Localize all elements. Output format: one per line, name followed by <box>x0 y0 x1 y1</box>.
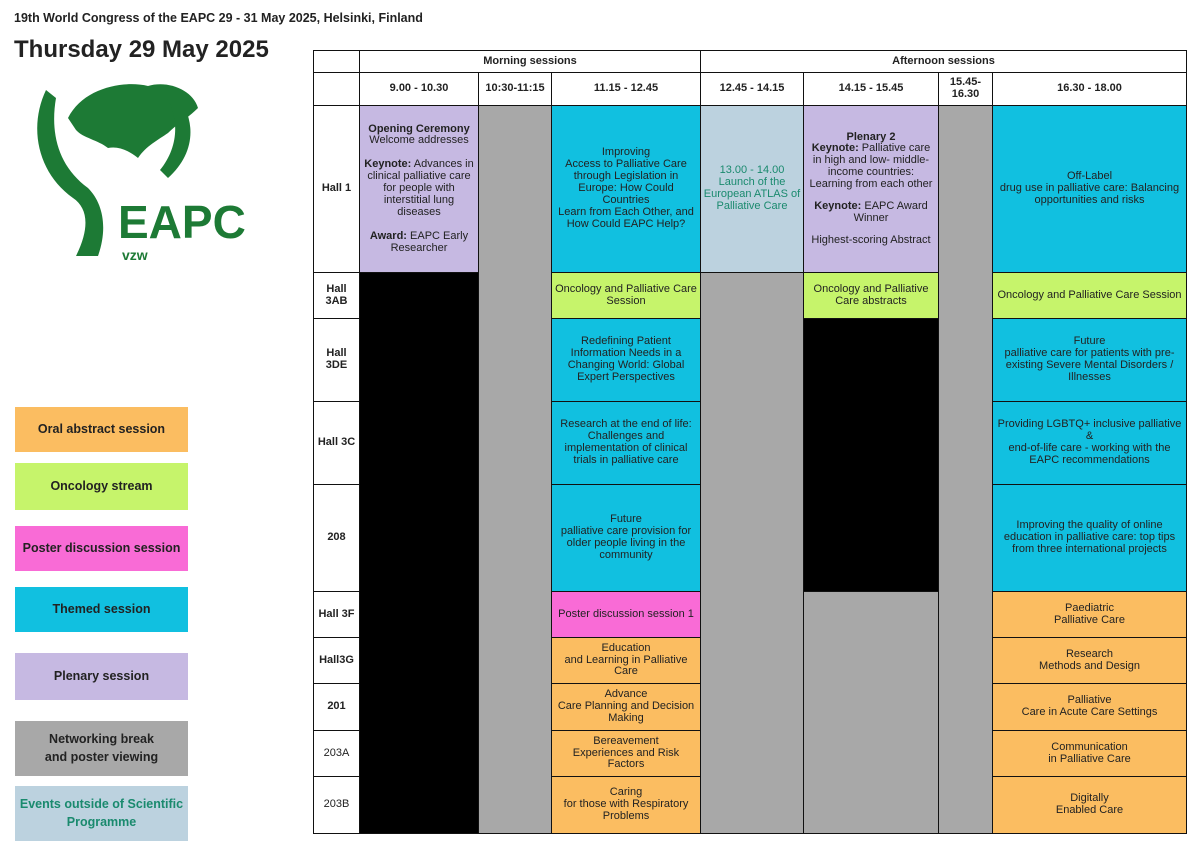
keynote-label: Keynote: <box>364 158 412 171</box>
congress-header: 19th World Congress of the EAPC 29 - 31 May 2025, Helsinki, Finland <box>14 11 423 25</box>
hall-label: 203B <box>314 777 360 834</box>
keynote-label: Keynote: <box>811 142 859 155</box>
session-cell[interactable]: Oncology and Palliative Care Session <box>552 273 701 319</box>
keynote-text: Palliative care in high and low- middle-income countries: Learning from each other <box>809 142 933 190</box>
session-cell[interactable]: Off-Label drug use in palliative care: Balancing opportunities and risks <box>993 106 1187 273</box>
page-title: Thursday 29 May 2025 <box>14 36 269 63</box>
hall-label: Hall 1 <box>314 106 360 273</box>
session-cell[interactable]: Redefining Patient Information Needs in a Changing World: Global Expert Perspectives <box>552 319 701 402</box>
session-cell[interactable]: Improving Access to Palliative Care through Legislation in Europe: How Could Countries Learn from Each Other, and How Could EAPC Help? <box>552 106 701 273</box>
award-text: EAPC Early Researcher <box>390 229 469 254</box>
eapc-logo <box>28 78 258 263</box>
time-header: 10:30-11:15 <box>479 73 552 106</box>
session-cell[interactable]: Education and Learning in Palliative Care <box>552 638 701 684</box>
atlas-launch-event[interactable]: 13.00 - 14.00 Launch of the European ATLAS of Palliative Care <box>701 106 804 273</box>
networking-break-cell <box>804 592 939 834</box>
session-cell[interactable]: Oncology and Palliative Care Session <box>993 273 1187 319</box>
highest-scoring-abstract: Highest-scoring Abstract <box>811 233 931 246</box>
keynote-text: Advances in clinical palliative care for people with interstitial lung diseases <box>367 158 474 218</box>
logo-text: EAPC <box>118 196 246 248</box>
hall-label: Hall3G <box>314 638 360 684</box>
time-header: 11.15 - 12.45 <box>552 73 701 106</box>
time-header: 9.00 - 10.30 <box>360 73 479 106</box>
logo-subtext: vzw <box>122 247 148 263</box>
session-cell[interactable]: Future palliative care provision for older people living in the community <box>552 485 701 592</box>
opening-title: Opening Ceremony <box>368 122 470 135</box>
networking-break-cell <box>939 106 993 834</box>
session-cell[interactable]: Palliative Care in Acute Care Settings <box>993 684 1187 731</box>
time-header: 15.45- 16.30 <box>939 73 993 106</box>
session-cell[interactable]: Improving the quality of online education in palliative care: top tips from three international projects <box>993 485 1187 592</box>
corner-cell-2 <box>314 73 360 106</box>
hall-label: 208 <box>314 485 360 592</box>
plenary-2-session[interactable] <box>804 106 939 273</box>
session-cell[interactable]: Oncology and Palliative Care abstracts <box>804 273 939 319</box>
opening-ceremony-session[interactable] <box>360 106 479 273</box>
session-cell[interactable]: Advance Care Planning and Decision Making <box>552 684 701 731</box>
session-cell[interactable]: Paediatric Palliative Care <box>993 592 1187 638</box>
session-cell[interactable]: Digitally Enabled Care <box>993 777 1187 834</box>
morning-sessions-header: Morning sessions <box>360 51 701 73</box>
legend-events-outside: Events outside of Scientific Programme <box>15 786 188 841</box>
keynote-text: EAPC Award Winner <box>853 199 928 224</box>
hall-label: Hall 3DE <box>314 319 360 402</box>
legend-oral-abstract: Oral abstract session <box>15 407 188 452</box>
hall-label: Hall 3C <box>314 402 360 485</box>
time-header: 16.30 - 18.00 <box>993 73 1187 106</box>
networking-break-cell <box>479 106 552 834</box>
legend-poster-discussion: Poster discussion session <box>15 526 188 571</box>
keynote-label: Keynote: <box>814 199 862 212</box>
session-cell[interactable]: Communication in Palliative Care <box>993 731 1187 777</box>
hall-label: Hall 3AB <box>314 273 360 319</box>
hall-label: 203A <box>314 731 360 777</box>
session-cell[interactable]: Caring for those with Respiratory Problems <box>552 777 701 834</box>
networking-break-cell <box>701 273 804 834</box>
hall-label: 201 <box>314 684 360 731</box>
legend-oncology-stream: Oncology stream <box>15 463 188 510</box>
session-cell[interactable]: Research Methods and Design <box>993 638 1187 684</box>
legend-plenary-session: Plenary session <box>15 653 188 700</box>
unused-slot <box>360 273 479 834</box>
opening-welcome: Welcome addresses <box>369 134 469 147</box>
legend-themed-session: Themed session <box>15 587 188 632</box>
unused-slot <box>804 319 939 592</box>
session-cell[interactable]: Bereavement Experiences and Risk Factors <box>552 731 701 777</box>
plenary-title: Plenary 2 <box>846 130 896 143</box>
schedule-table <box>313 50 1187 834</box>
session-cell[interactable]: Research at the end of life: Challenges and implementation of clinical trials in palliative care <box>552 402 701 485</box>
time-header: 12.45 - 14.15 <box>701 73 804 106</box>
award-label: Award: <box>369 229 407 242</box>
legend-networking-break: Networking break and poster viewing <box>15 721 188 776</box>
time-header: 14.15 - 15.45 <box>804 73 939 106</box>
afternoon-sessions-header: Afternoon sessions <box>701 51 1187 73</box>
corner-cell <box>314 51 360 73</box>
session-cell[interactable]: Providing LGBTQ+ inclusive palliative & end-of-life care - working with the EAPC recommendations <box>993 402 1187 485</box>
hall-label: Hall 3F <box>314 592 360 638</box>
session-cell[interactable]: Poster discussion session 1 <box>552 592 701 638</box>
session-cell[interactable]: Future palliative care for patients with pre-existing Severe Mental Disorders / Illnesses <box>993 319 1187 402</box>
